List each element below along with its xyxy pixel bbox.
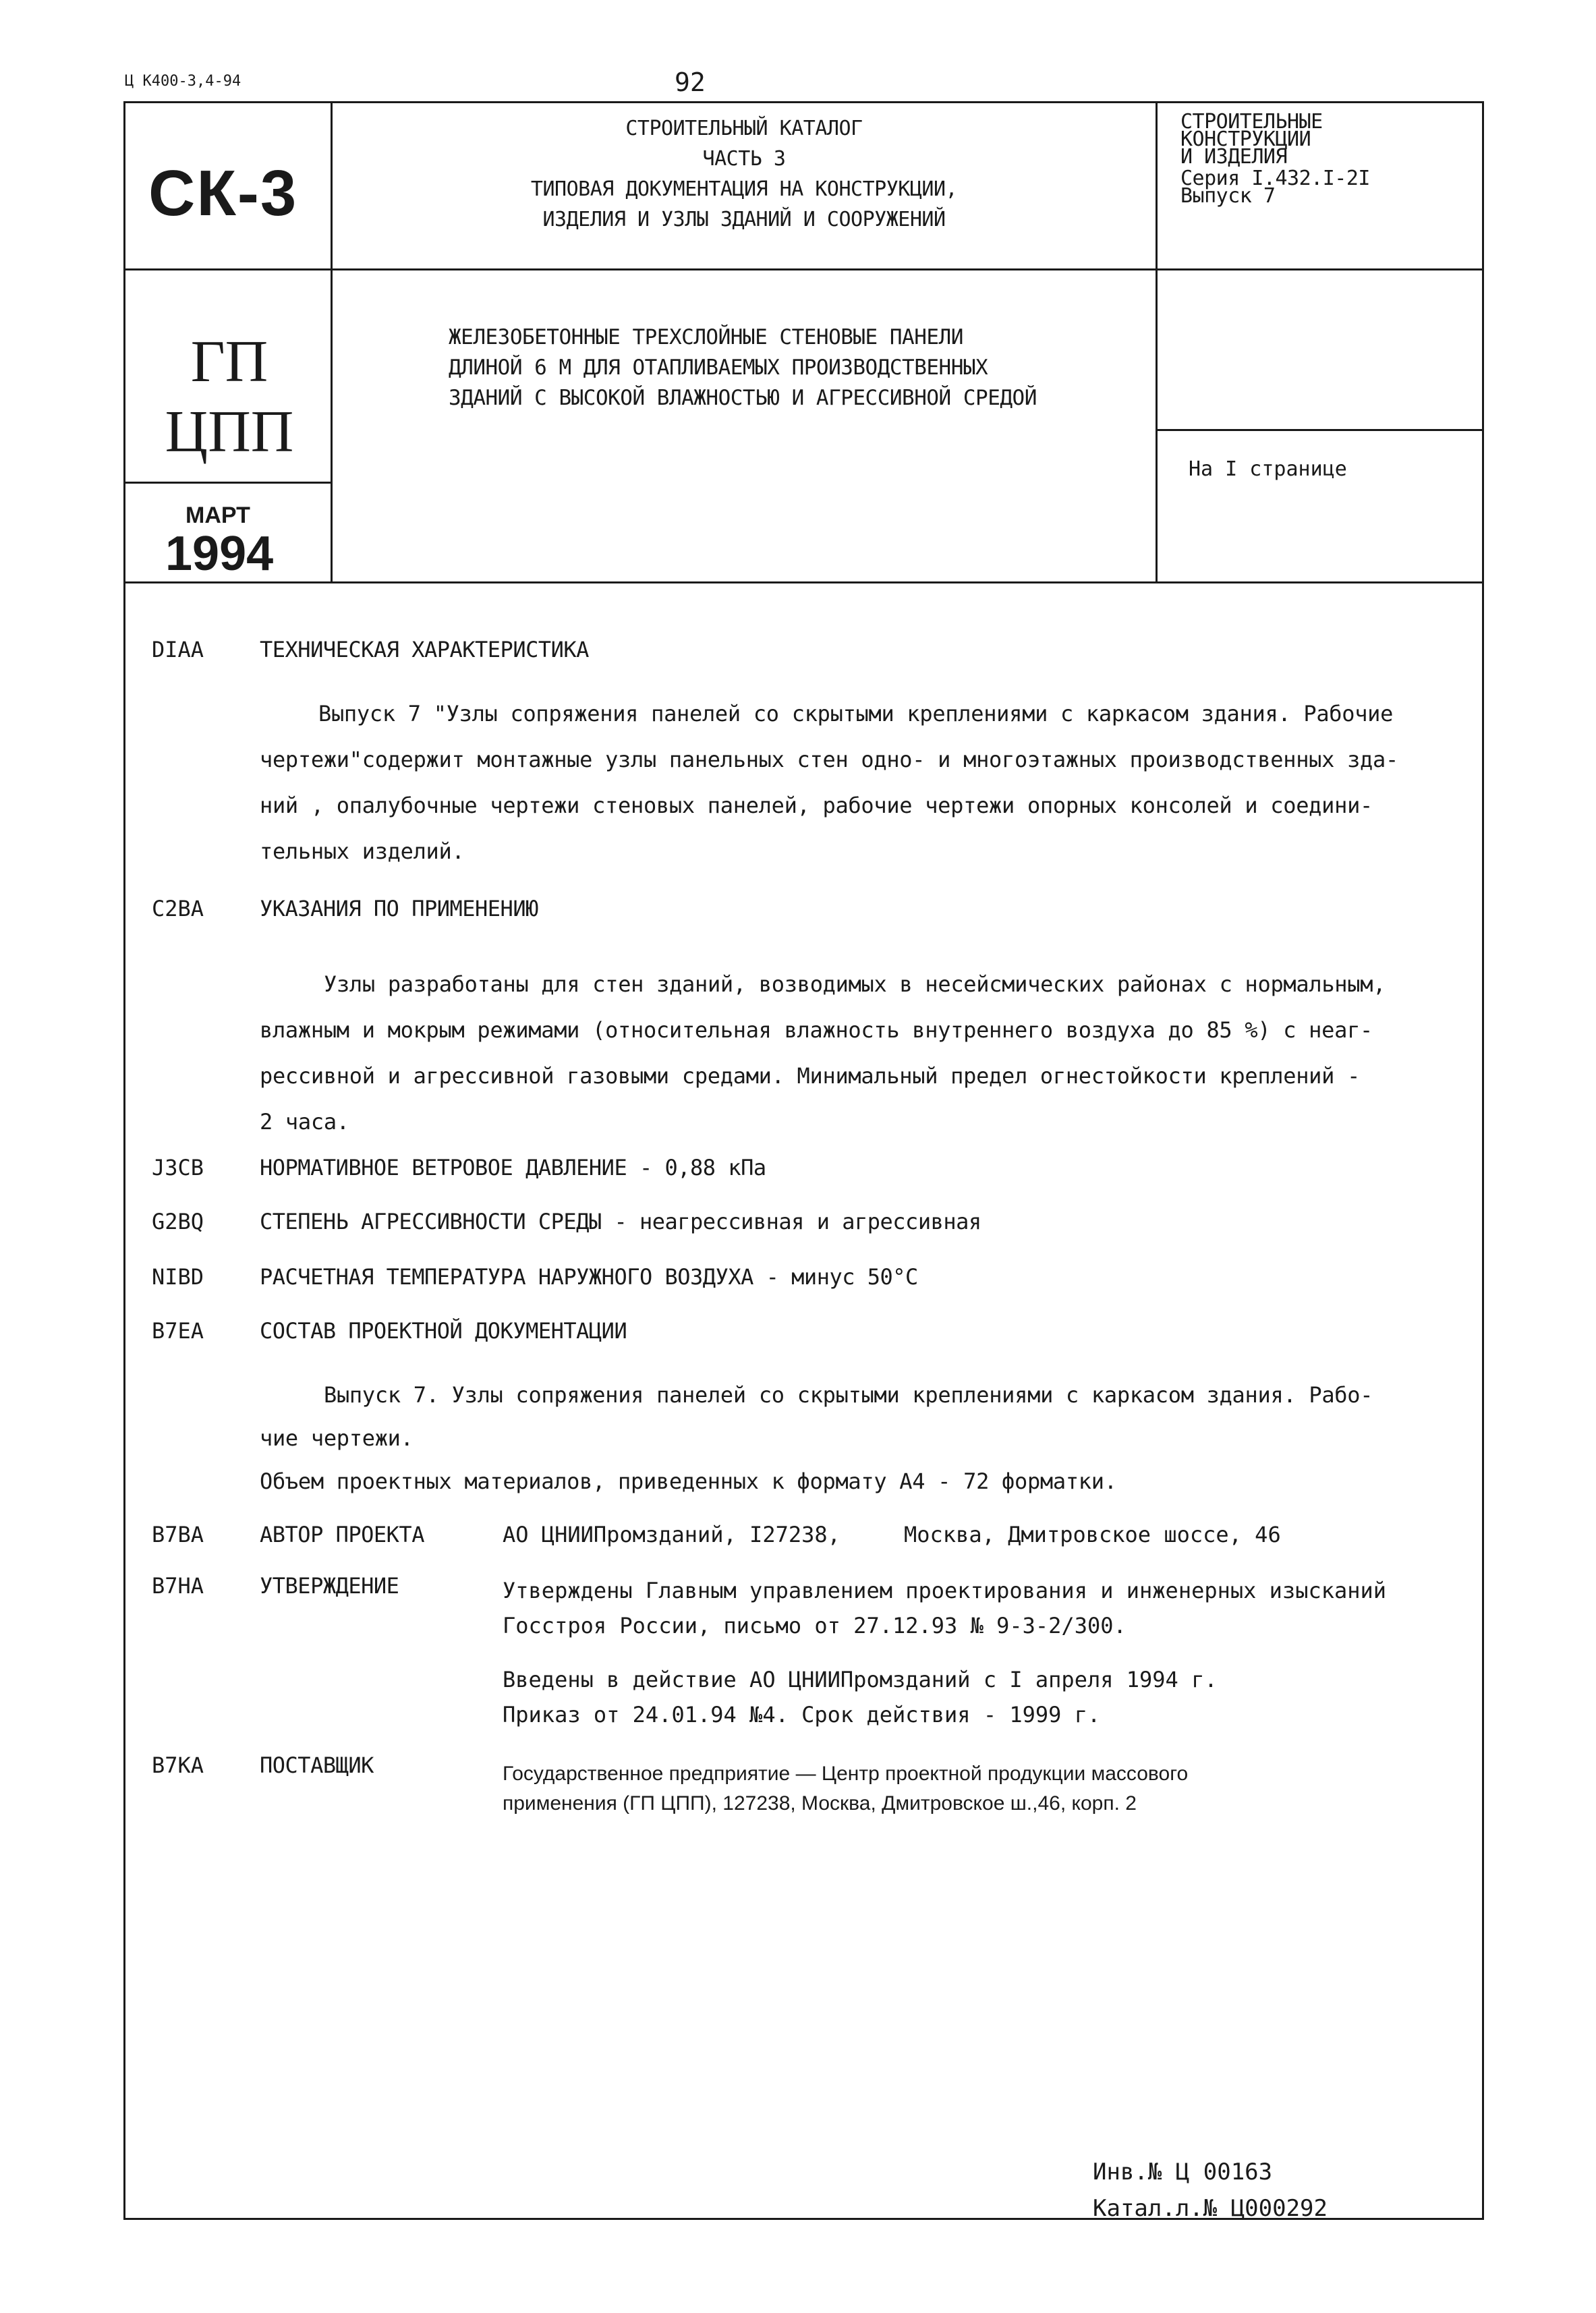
product-title-line: ДЛИНОЙ 6 М ДЛЯ ОТАПЛИВАЕМЫХ ПРОИЗВОДСТВЕННЫХ — [449, 355, 988, 380]
usage-line: Узлы разработаны для стен зданий, возводимых в несейсмических районах с нормальным, — [324, 971, 1386, 997]
section-title-docs: СОСТАВ ПРОЕКТНОЙ ДОКУМЕНТАЦИИ — [260, 1318, 627, 1344]
section-code: C2BA — [152, 896, 204, 921]
release-month: МАРТ — [186, 503, 250, 528]
approval-line: Утверждены Главным управлением проектирования и инженерных изысканий — [503, 1578, 1387, 1603]
org-month-divider — [123, 482, 333, 484]
release-year: 1994 — [165, 527, 274, 581]
section-code: G2BQ — [152, 1209, 204, 1234]
frame-right-border — [1482, 101, 1484, 2219]
header-row-divider — [123, 268, 1484, 270]
series-line: СТРОИТЕЛЬНЫЕ — [1180, 110, 1323, 134]
document-code: Ц К400-3,4-94 — [125, 73, 241, 90]
docs-paragraph — [260, 1373, 1373, 1503]
section-code: J3СВ — [152, 1155, 204, 1180]
page-number: 92 — [675, 67, 706, 97]
series-number: Серия I.432.I-2I — [1180, 167, 1370, 190]
organization-abbrev — [128, 327, 331, 467]
section-code: B7HA — [152, 1573, 204, 1599]
catalog-sheet-number: Катал.л.№ Ц000292 — [1093, 2195, 1328, 2222]
tech-paragraph — [260, 691, 1398, 874]
tech-line: тельных изделий. — [260, 838, 465, 864]
usage-line: рессивной и агрессивной газовыми средами. Минимальный предел огнестойкости креплений - — [260, 1063, 1361, 1089]
catalog-title-line: ИЗДЕЛИЯ И УЗЛЫ ЗДАНИЙ И СООРУЖЕНИЙ — [542, 208, 946, 231]
enactment-text — [503, 1662, 1218, 1732]
docs-line: чие чертежи. — [260, 1425, 414, 1451]
approval-line: Госстроя России, письмо от 27.12.93 № 9-3-2/300. — [503, 1613, 1127, 1638]
author-address: Москва, Дмитровское шоссе, 46 — [904, 1522, 1281, 1547]
wind-pressure: НОРМАТИВНОЕ ВЕТРОВОЕ ДАВЛЕНИЕ - 0,88 кПа — [260, 1155, 766, 1180]
issue-number: Выпуск 7 — [1180, 184, 1276, 208]
supplier-label: ПОСТАВЩИК — [260, 1752, 374, 1778]
approval-label: УТВЕРЖДЕНИЕ — [260, 1573, 399, 1599]
product-title-line: ЗДАНИЙ С ВЫСОКОЙ ВЛАЖНОСТЬЮ И АГРЕССИВНОЙ СРЕДОЙ — [449, 386, 1037, 410]
section-title-tech: ТЕХНИЧЕСКАЯ ХАРАКТЕРИСТИКА — [260, 637, 589, 662]
catalog-title-line: ЧАСТЬ 3 — [702, 147, 786, 171]
header-col-divider-2 — [1156, 101, 1158, 583]
usage-paragraph — [260, 961, 1386, 1145]
author-org: АО ЦНИИПромзданий, I27238, — [503, 1522, 840, 1547]
section-code: B7BA — [152, 1522, 204, 1547]
catalog-title-line: ТИПОВАЯ ДОКУМЕНТАЦИЯ НА КОНСТРУКЦИИ, — [530, 177, 958, 201]
usage-line: влажным и мокрым режимами (относительная влажность внутреннего воздуха до 85 %) с неаг- — [260, 1017, 1373, 1043]
org-line-1: ГП — [190, 329, 268, 395]
author-label: АВТОР ПРОЕКТА — [260, 1522, 424, 1547]
org-line-2: ЦПП — [165, 399, 294, 465]
section-code: DIAA — [152, 637, 204, 662]
series-line: И ИЗДЕЛИЯ — [1180, 145, 1288, 169]
catalog-title — [335, 113, 1153, 235]
series-info — [1180, 110, 1370, 208]
frame-left-border — [123, 101, 125, 2219]
section-code: NIBD — [152, 1264, 204, 1290]
tech-line: Выпуск 7 "Узлы сопряжения панелей со скрытыми креплениями с каркасом здания. Рабочие — [318, 701, 1394, 726]
section-title-usage: УКАЗАНИЯ ПО ПРИМЕНЕНИЮ — [260, 896, 538, 921]
enactment-line: Приказ от 24.01.94 №4. Срок действия - 1999 г. — [503, 1702, 1101, 1727]
section-code: B7KA — [152, 1752, 204, 1778]
approval-text — [503, 1573, 1386, 1643]
supplier-line: Государственное предприятие — Центр проектной продукции массового — [503, 1763, 1189, 1785]
section-code: B7EA — [152, 1318, 204, 1344]
enactment-line: Введены в действие АО ЦНИИПромзданий с I апреля 1994 г. — [503, 1667, 1218, 1692]
series-line: КОНСТРУКЦИИ — [1180, 127, 1311, 151]
header-top-rule — [123, 101, 1484, 103]
docs-line: Выпуск 7. Узлы сопряжения панелей со скрытыми креплениями с каркасом здания. Рабо- — [324, 1382, 1373, 1408]
supplier-stamp — [503, 1759, 1188, 1819]
docs-line: Объем проектных материалов, приведенных к формату А4 - 72 форматки. — [260, 1468, 1117, 1494]
supplier-line: применения (ГП ЦПП), 127238, Москва, Дмитровское ш.,46, корп. 2 — [503, 1792, 1137, 1815]
inventory-number: Инв.№ Ц 00163 — [1093, 2159, 1273, 2186]
product-title-line: ЖЕЛЕЗОБЕТОННЫЕ ТРЕХСЛОЙНЫЕ СТЕНОВЫЕ ПАНЕЛИ — [449, 325, 963, 349]
tech-line: чертежи"содержит монтажные узлы панельных стен одно- и многоэтажных производственных зда- — [260, 747, 1398, 772]
header-col-divider-1 — [331, 101, 333, 583]
aggressiveness: СТЕПЕНЬ АГРЕССИВНОСТИ СРЕДЫ - неагрессивная и агрессивная — [260, 1209, 981, 1234]
catalog-title-line: СТРОИТЕЛЬНЫЙ КАТАЛОГ — [625, 117, 863, 140]
product-title — [449, 322, 1037, 413]
tech-line: ний , опалубочные чертежи стеновых панелей, рабочие чертежи опорных консолей и соедини- — [260, 793, 1373, 818]
catalog-code: СК-3 — [148, 157, 298, 229]
design-temperature: РАСЧЕТНАЯ ТЕМПЕРАТУРА НАРУЖНОГО ВОЗДУХА - минус 50°С — [260, 1264, 918, 1290]
usage-line: 2 часа. — [260, 1109, 349, 1135]
series-pages-divider — [1156, 429, 1484, 431]
pages-note: На I странице — [1189, 457, 1347, 481]
header-bottom-rule — [123, 581, 1484, 583]
